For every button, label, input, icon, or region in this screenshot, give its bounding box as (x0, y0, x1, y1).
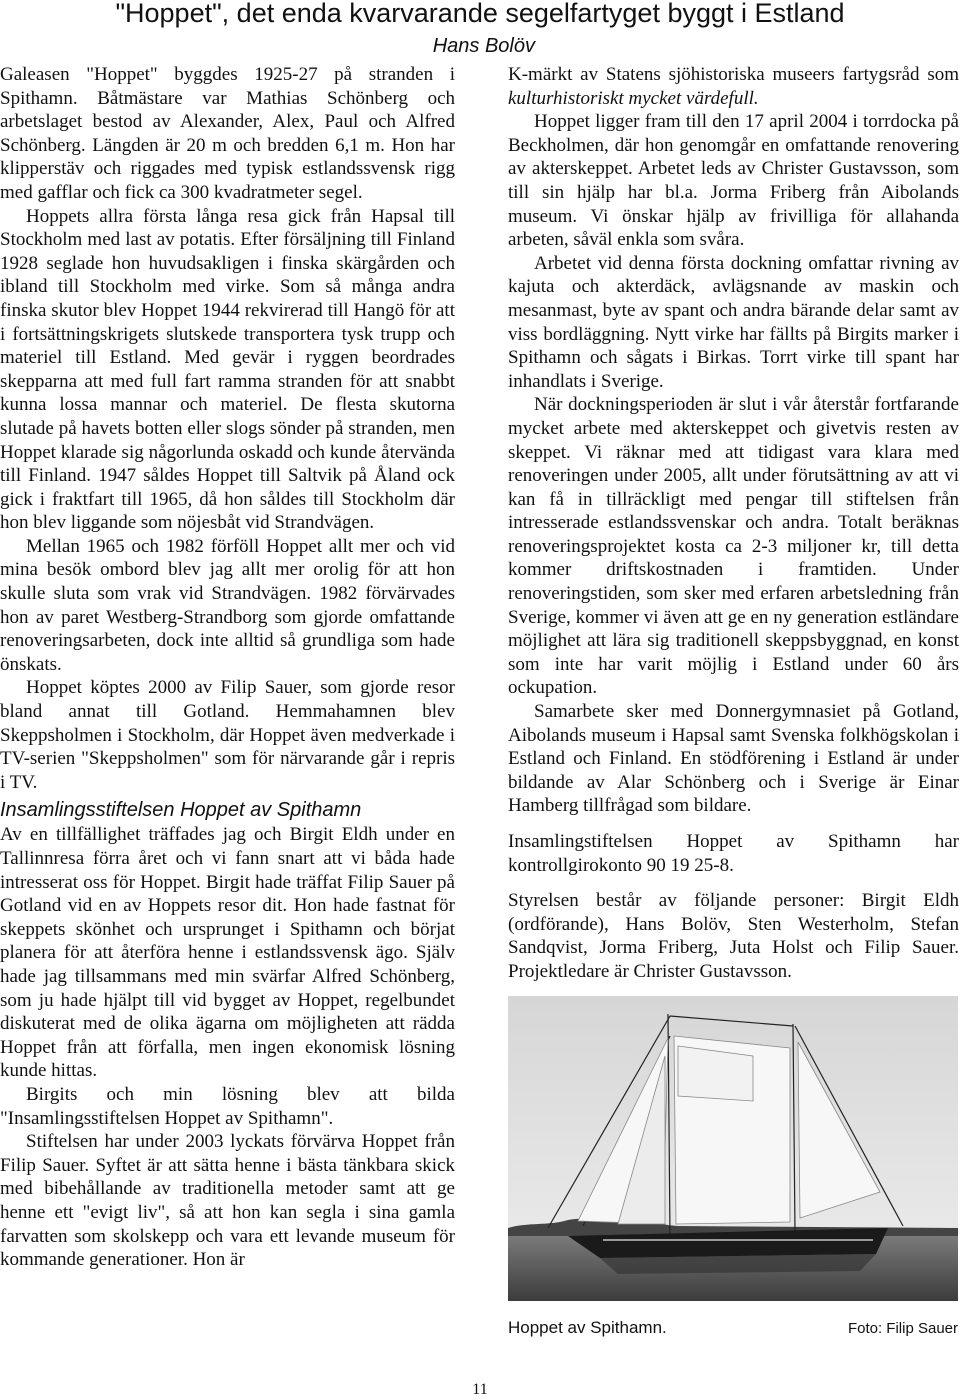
paragraph (508, 63, 959, 110)
paragraph: Styrelsen består av följande personer: Birgit Eldh (ordförande), Hans Bolöv, Sten Westerholm, Stefan Sandqvist, Jorma Friberg, Juta Holst och Filip Sauer. Projektledare är Christer Gustavsson. (508, 890, 959, 982)
paragraph: Hoppet ligger fram till den 17 april 2004 i torrdocka på Beckholmen, där hon genomgår en omfattande renovering av akterskeppet. Arbetet leds av Christer Gustavsson, som till sin hjälp har bl.a. Jorma Friberg från Aibolands museum. Vi önskar hjälp av frivilliga för allahanda arbeten, såväl enkla som svåra. (508, 111, 959, 251)
paragraph: Arbetet vid denna första dockning omfattar rivning av kajuta och akterdäck, avlägsnande av maskin och mesanmast, byte av spant och andra bärande delar samt av viss bordläggning. Nytt virke har fällts på Birgits marker i Spithamn och sågats i Birkas. Torrt virke till spant har inhandlats i Sverige. (508, 252, 959, 392)
paragraph: När dockningsperioden är slut i vår återstår fortfarande mycket arbete med akterskeppet och givetvis resten av skeppet. Vi räknar med att tidigast vara klara med renoveringen under 2005, allt under förutsättning av att vi kan få in tillräckligt med pengar till stiftelsen från intresserade estlandssvenskar och andra. Totalt beräknas renoveringsprojektet kosta ca 2-3 miljoner kr, till detta kommer driftskostnaden i framtiden. Under renoveringstiden, som sker med erfaren arbetsledning från Sverige, kommer vi även att ge en ny generation estländare möjlighet att lära sig traditionell skeppsbyggnad, en konst som inte har varit möjlig i Estland under 60 års ockupation. (508, 394, 959, 699)
photo-credit: Foto: Filip Sauer (847, 1320, 958, 1337)
right-column (508, 63, 959, 984)
photo-caption: Hoppet av Spithamn. (508, 1318, 667, 1337)
paragraph: Hoppet köptes 2000 av Filip Sauer, som gjorde resor bland annat till Gotland. Hemmahamnen blev Skeppsholmen i Stockholm, där Hoppet även medverkade i TV-serien "Skeppsholmen" som för närvarande går i repris i TV. (0, 677, 455, 793)
ship-photo (508, 996, 958, 1301)
paragraph: Galeasen "Hoppet" byggdes 1925-27 på stranden i Spithamn. Båtmästare var Mathias Schönberg och arbetslaget bestod av Alexander, Alex, Paul och Alfred Schönberg. Längden är 20 m och bredden 6,1 m. Hon har klipperstäv och riggades med typisk estlandssvensk rigg med gafflar och fick ca 300 kvadratmeter segel. (0, 64, 455, 203)
paragraph: Samarbete sker med Donnergymnasiet på Gotland, Aibolands museum i Hapsal samt Svenska folkhögskolan i Estland och Finland. En stödförening i Estland är under bildande av Alar Schönberg och i Sverige är Einar Hamberg tillfrågad som bildare. (508, 701, 959, 817)
paragraph: Birgits och min lösning blev att bilda "Insamlingsstiftelsen Hoppet av Spithamn". (0, 1083, 455, 1129)
paragraph: Hoppets allra första långa resa gick från Hapsal till Stockholm med last av potatis. Efter försäljning till Finland 1928 seglade hon huvudsakligen i finska skärgården och ibland till Stockholm med virke. Som så många andra finska skutor blev Hoppet 1944 rekvirerad till Hangö för att i fortsättningskrigets slutskede transportera tysk trupp och materiel till Estland. Med gevär i ryggen beordrades skepparna att med full fart ramma stranden för att snabbt kunna lossa mannar och materiel. De flesta skutorna slutade på havets botten eller slogs sönder på stranden, men Hoppet klarade sig någorlunda oskadd och kunde återvända till Finland. 1947 såldes Hoppet till Saltvik på Åland ock gick i fraktfart till 1965, då hon såldes till Stockholm där hon blev liggande som nöjesbåt vid Strandvägen. (0, 205, 455, 534)
page-number: 11 (472, 1381, 488, 1398)
hull-stripe (603, 1239, 873, 1241)
paragraph: Stiftelsen har under 2003 lyckats förvärva Hoppet från Filip Sauer. Syftet är att sätta henne i bästa tänkbara skick med bibehållande av traditionella metoder samt att ge henne ett "evigt liv", så att hon kan segla i sina gamla farvatten som skolskepp och vara ett levande museum för kommande generationer. Hon är (0, 1131, 455, 1271)
paragraph: Av en tillfällighet träffades jag och Birgit Eldh under en Tallinnresa förra året och vi fann snart att vi båda hade intresserat oss för Hoppet. Birgit hade träffat Filip Sauer på Gotland vid en av Hoppets resor dit. Hon hade fastnat för skeppets skönhet och ursprunget i Spithamn och börjat planera för att återföra henne i estlandssvensk ägo. Själv hade jag tillsammans med min svärfar Alfred Schönberg, som ju hade hjälpt till vid bygget av Hoppet, regelbundet diskuterat med de olika ägarna om möjligheten att rädda Hoppet från att förfalla, men ingen ekonomisk lösning kunde hittas. (0, 824, 455, 1082)
paragraph: Insamlingstiftelsen Hoppet av Spithamn har kontrollgirokonto 90 19 25-8. (508, 831, 959, 876)
paragraph-text: K-märkt av Statens sjöhistoriska museers fartygsråd som (508, 64, 959, 85)
article-title: "Hoppet", det enda kvarvarande segelfartyget byggt i Estland (115, 0, 845, 28)
left-column (0, 63, 455, 1272)
author-name: Hans Bolöv (432, 35, 535, 57)
section-heading: Insamlingsstiftelsen Hoppet av Spithamn (0, 799, 362, 822)
emphasis-text: kulturhistoriskt mycket värdefull. (508, 87, 759, 109)
paragraph: Mellan 1965 och 1982 förföll Hoppet allt mer och vid mina besök ombord blev jag allt mer orolig för att hon skulle sluta som vrak vid Strandvägen. 1982 förvärvades hon av paret Westberg-Strandborg som gjorde omfattande renoveringsarbeten, dock inte alltid så grundliga som hade önskats. (0, 535, 455, 675)
